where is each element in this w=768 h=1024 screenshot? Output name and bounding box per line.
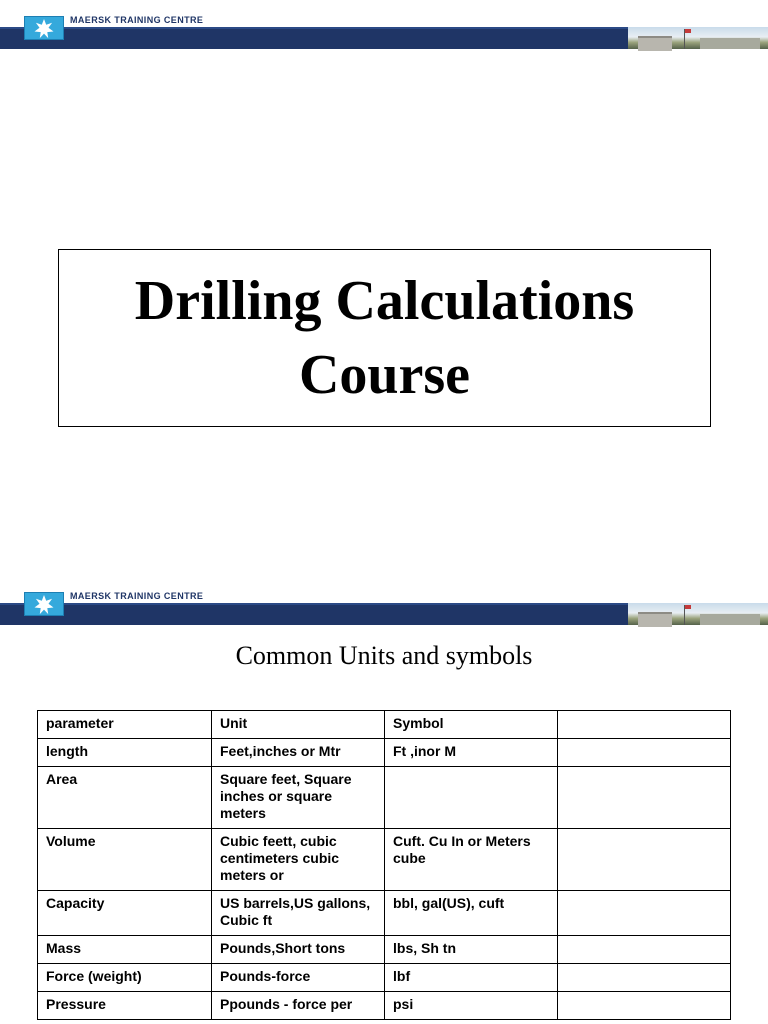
page-title: Drilling Calculations Course bbox=[134, 270, 635, 406]
table-cell bbox=[558, 992, 731, 1020]
seven-point-star-icon bbox=[33, 18, 55, 40]
table-cell bbox=[385, 767, 558, 829]
maersk-logo bbox=[24, 16, 64, 40]
table-cell: Force (weight) bbox=[38, 964, 212, 992]
section-heading: Common Units and symbols bbox=[235, 641, 533, 670]
title-box bbox=[58, 249, 711, 427]
table-cell: Feet,inches or Mtr bbox=[212, 739, 385, 767]
table-cell: Unit bbox=[212, 711, 385, 739]
brand-name: MAERSK TRAINING CENTRE bbox=[70, 15, 204, 25]
header-photo bbox=[628, 603, 768, 625]
units-slide bbox=[0, 576, 768, 1024]
table-cell: Mass bbox=[38, 936, 212, 964]
table-cell: Area bbox=[38, 767, 212, 829]
table-row bbox=[38, 767, 731, 829]
table-cell bbox=[558, 767, 731, 829]
table-cell: Square feet, Square inches or square meters bbox=[212, 767, 385, 829]
table-cell: Cubic feett, cubic centimeters cubic meters or bbox=[212, 829, 385, 891]
table-cell: bbl, gal(US), cuft bbox=[385, 891, 558, 936]
table-cell: psi bbox=[385, 992, 558, 1020]
units-table bbox=[37, 710, 731, 1020]
table-row bbox=[38, 829, 731, 891]
table-cell bbox=[558, 964, 731, 992]
table-cell: Pounds-force bbox=[212, 964, 385, 992]
table-cell: Ppounds - force per bbox=[212, 992, 385, 1020]
table-cell: Pressure bbox=[38, 992, 212, 1020]
table-cell: length bbox=[38, 739, 212, 767]
table-cell bbox=[558, 711, 731, 739]
table-cell: lbs, Sh tn bbox=[385, 936, 558, 964]
table-cell bbox=[558, 829, 731, 891]
table-row bbox=[38, 992, 731, 1020]
table-cell: Volume bbox=[38, 829, 212, 891]
table-cell: Capacity bbox=[38, 891, 212, 936]
table-row bbox=[38, 739, 731, 767]
table-cell: Symbol bbox=[385, 711, 558, 739]
table-cell bbox=[558, 891, 731, 936]
table-cell: lbf bbox=[385, 964, 558, 992]
maersk-logo bbox=[24, 592, 64, 616]
seven-point-star-icon bbox=[33, 594, 55, 616]
table-cell bbox=[558, 739, 731, 767]
brand-name: MAERSK TRAINING CENTRE bbox=[70, 591, 204, 601]
table-row bbox=[38, 964, 731, 992]
table-cell: parameter bbox=[38, 711, 212, 739]
table-row bbox=[38, 936, 731, 964]
table-row bbox=[38, 891, 731, 936]
table-cell: Cuft. Cu In or Meters cube bbox=[385, 829, 558, 891]
table-cell: US barrels,US gallons, Cubic ft bbox=[212, 891, 385, 936]
table-cell: Pounds,Short tons bbox=[212, 936, 385, 964]
header-photo bbox=[628, 27, 768, 49]
table-cell: Ft ,inor M bbox=[385, 739, 558, 767]
table-cell bbox=[558, 936, 731, 964]
table-row bbox=[38, 711, 731, 739]
